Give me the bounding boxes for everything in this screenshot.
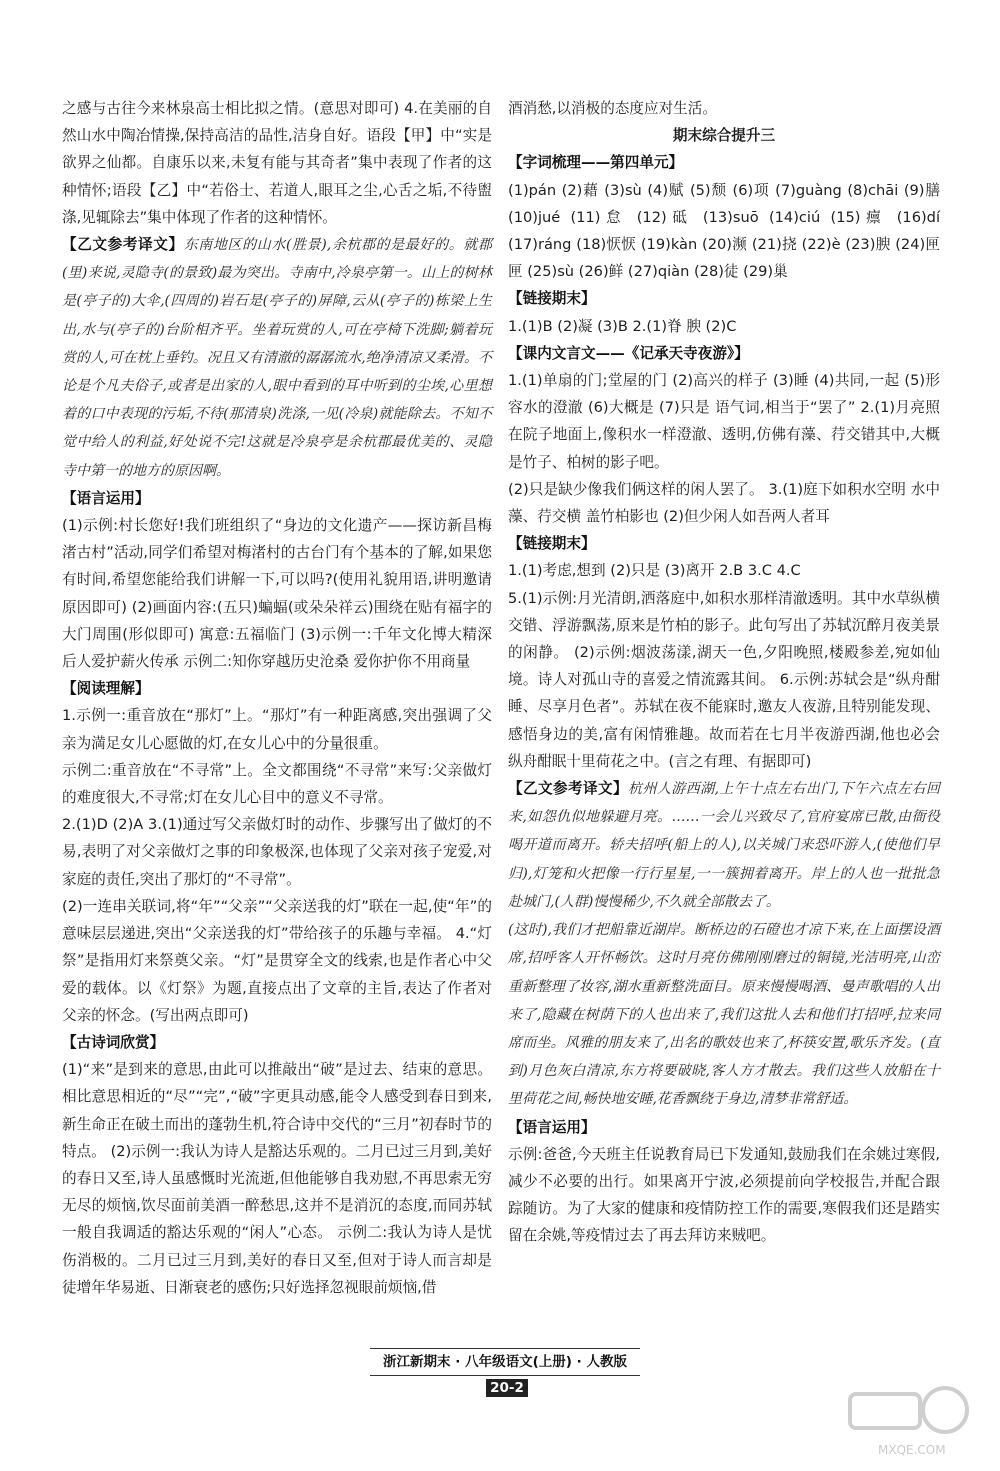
section-heading: 【语言运用】 xyxy=(508,1118,596,1136)
section-heading: 【古诗词欣赏】 xyxy=(62,1033,165,1051)
watermark-text: MXQE.COM xyxy=(878,1443,946,1457)
answer-paragraph: (2)只是缺少像我们俩这样的闲人罢了。 3.(1)庭下如积水空明 水中藻、荇交横 盖竹柏影也 (2)但少闲人如吾两人者耳 xyxy=(508,480,940,526)
answer-paragraph: 示例:爸爸,今天班主任说教育局已下发通知,鼓励我们在余姚过寒假,减少不必要的出行。如果离开宁波,必须提前向学校报告,并配合跟踪随访。为了大家的健康和疫情防控工作的需要,寒假我们还是踏实留在余姚,等疫情过去了再去拜访来贼吧。 xyxy=(508,1145,940,1245)
answer-paragraph: (1)示例:村长您好!我们班组织了“身边的文化遗产——探访新昌梅渚古村”活动,同学们希望对梅渚村的古台门有个基本的了解,如果您有时间,希望您能给我们讲解一下,可以吗?(使用礼貌用语,讲明邀请原因即可) (2)画面内容:(五只)蝙蝠(或朵朵祥云)围绕在贴有福字的大门周围(形似即可) 寓意:五福临门 (3)示例一:千年文化博大精深 后人爱护薪火传承 示例二:知你穿越历史沧桑 爱你护你不用商量 xyxy=(62,517,492,671)
answer-paragraph: (2)一连串关联词,将“年”“父亲”“父亲送我的灯”联在一起,使“年”的意味层层递进,突出“父亲送我的灯”带给孩子的乐趣与幸福。 4.“灯祭”是指用灯来祭奠父亲。“灯”是贯穿全文的线索,也是作者心中父爱的载体。以《灯祭》为题,直接点出了文章的主旨,表达了作者对父亲的怀念。(写出两点即可) xyxy=(62,897,492,1024)
answer-paragraph: (1)“来”是到来的意思,由此可以推敲出“破”是过去、结束的意思。相比意思相近的“尽”“完”,“破”字更具动感,能令人感受到春日到来,新生命正在破土而出的蓬勃生机,符合诗中交代的“三月”初春时节的特点。 (2)示例一:我认为诗人是豁达乐观的。二月已过三月到,美好的春日又至,诗人虽感慨时光流逝,但他能够自我劝慰,不再思索无穷无尽的烦恼,饮尽面前美酒一醉愁思,这并不是消沉的态度,而同苏轼一般自我调适的豁达乐观的“闲人”心态。 示例二:我认为诗人是忧伤消极的。二月已过三月到,美好的春日又至,但对于诗人而言却是徒增年华易逝、日渐衰老的感伤;只好选择忽视眼前烦恼,借 xyxy=(62,1061,492,1296)
translation-paragraph xyxy=(508,916,940,1113)
answer-paragraph: 1.示例一:重音放在“那灯”上。“那灯”有一种距离感,突出强调了父亲为満足女儿心愿做的灯,在女儿心中的分量很重。 xyxy=(62,707,492,752)
left-column xyxy=(62,95,492,1301)
page-code: 20-2 xyxy=(486,1379,528,1397)
answer-paragraph: (1)pán (2)藉 (3)sù (4)赋 (5)颓 (6)项 (7)guàng (8)chāi (9)膳 (10)jué (11)怠 (12)砥 (13)suō (14)ciú (15)癝 (16)dí (17)ráng (18)恹恹 (19)kàn (20)濒 (21)挠 (22)è (23)腴 (24)匣匣 (25)sù (26)鲜 (27)qiàn (28)徒 (29)巢 xyxy=(508,181,940,281)
section-title: 期末综合提升三 xyxy=(672,127,776,145)
section-heading: 【阅读理解】 xyxy=(62,680,150,698)
translation-label: 【乙文参考译文】 xyxy=(508,780,629,798)
answer-paragraph: 1.(1)考虑,想到 (2)只是 (3)离开 2.B 3.C 4.C xyxy=(508,562,801,580)
answer-paragraph: 示例二:重音放在“不寻常”上。全文都围绕“不寻常”来写:父亲做灯的难度很大,不寻常;灯在女儿心目中的意义不寻常。 xyxy=(62,761,492,807)
right-column xyxy=(508,95,940,1250)
page-footer xyxy=(370,1348,640,1396)
answer-paragraph: 2.(1)D (2)A 3.(1)通过写父亲做灯时的动作、步骤写出了做灯的不易,表明了对父亲做灯之事的印象极深,也体现了父亲对孩子宠爱,对家庭的责任,突出了那灯的“不寻常”。 xyxy=(62,816,492,888)
footer-title: 浙江新期末 · 八年级语文(上册) · 人教版 xyxy=(383,1354,627,1370)
handwritten-translation: (这时),我们才把船靠近湖岸。断桥边的石磴也才凉下来,在上面摆设酒席,招呼客人开怀畅饮。这时月亮仿佛刚刚磨过的铜镜,光洁明亮,山峦重新整理了妆容,湖水重新整洗面目。原来慢慢喝酒、曼声歌唱的人出来了,隐藏在树荫下的人也出来了,我们这批人去和他们打招呼,拉来同席而坐。风雅的朋友来了,出名的歌妓也来了,杯筷安置,歌乐齐发。(直到)月色灰白清凉,东方将要破晓,客人方才散去。我们这些人放船在十里荷花之间,畅快地安睡,花香飘绕于身边,清梦非常舒适。 xyxy=(508,922,940,1108)
section-heading: 【语言运用】 xyxy=(62,489,150,507)
section-heading: 【链接期末】 xyxy=(508,290,596,308)
handwritten-translation: 东南地区的山水(胜景),余杭郡的是最好的。就郡(里)来说,灵隐寺(的景致)最为突出。寺南中,冷泉亭第一。山上的树林是(亭子的)大伞,(四周的)岩石是(亭子的)屏障,云从(亭子的)栋梁上生出,水与(亭子的)台阶相齐平。坐着玩赏的人,可在亭椅下洗脚;躺着玩赏的人,可在枕上垂钓。况且又有清澈的潺潺流水,绝净清凉又柔滑。不论是个凡夫俗子,或者是出家的人,眼中看到的耳中听到的尘埃,心里想着的口中表现的污垢,不待(那清泉)洗涤,一见(冷泉)就能除去。不知不觉中给人的利益,好处说不完!这就是冷泉亭是余杭郡最优美的、灵隐寺中第一的地方的原因啊。 xyxy=(62,237,492,479)
section-heading: 【字词梳理——第四单元】 xyxy=(508,154,684,172)
translation-label: 【乙文参考译文】 xyxy=(62,236,184,254)
answer-paragraph: 1.(1)B (2)凝 (3)B 2.(1)脊 腴 (2)C xyxy=(508,317,737,335)
section-heading: 【课内文言文——《记承天寺夜游》】 xyxy=(508,344,749,362)
translation-paragraph xyxy=(508,775,940,916)
answer-paragraph: 1.(1)单扇的门;堂屋的门 (2)高兴的样子 (3)睡 (4)共同,一起 (5)形容水的澄澈 (6)大概是 (7)只是 语气词,相当于“罢了” 2.(1)月亮照在院子地面上,像积水一样澄澈、透明,仿佛有藻、荇交错其中,大概是竹子、柏树的影子吧。 xyxy=(508,372,940,471)
answer-paragraph: 酒消愁,以消极的态度应对生活。 xyxy=(508,100,717,117)
answer-paragraph: 之感与古往今来林泉高士相比拟之情。(意思对即可) 4.在美丽的自然山水中陶冶情操,保持高洁的品性,洁身自好。语段【甲】中“实是欲界之仙都。自康乐以来,未复有能与其奇者”集中表现了作者的这种情怀;语段【乙】中“若俗士、若道人,眼耳之尘,心舌之垢,不待盥涤,见辄除去”集中体现了作者的这种情怀。 xyxy=(62,100,492,226)
section-heading: 【链接期末】 xyxy=(508,535,596,553)
translation-paragraph xyxy=(62,231,492,485)
answer-paragraph: 5.(1)示例:月光清朗,洒落庭中,如积水那样清澈透明。其中水草纵横交错、浮游飘荡,原来是竹柏的影子。此句写出了苏轼沉醉月夜美景的闲静。 (2)示例:烟波荡漾,湖天一色,夕阳晚照,楼殿参差,宛如仙境。诗人对孤山寺的喜爱之情流露其间。 6.示例:苏轼会是“纵舟酣睡、尽享月色者”。苏轼在夜不能寐时,邀友人夜游,且特别能发现、感悟身边的美,富有闲情雅趣。故而若在七月半夜游西湖,他也必会纵舟酣眠十里荷花之中。(言之有理、有据即可) xyxy=(508,589,940,770)
watermark-logo xyxy=(840,1380,980,1460)
handwritten-translation: 杭州人游西湖,上午十点左右出门,下午六点左右回来,如怨仇似地躲避月亮。……一会儿兴致尽了,官府宴席已散,由衙役喝开道而离开。轿夫招呼(船上的人),以关城门来恐吓游人,(使他们早归),灯笼和火把像一行行星星,一一簇拥着离开。岸上的人也一批批急赴城门,(人群)慢慢稀少,不久就全部散去了。 xyxy=(508,781,940,910)
